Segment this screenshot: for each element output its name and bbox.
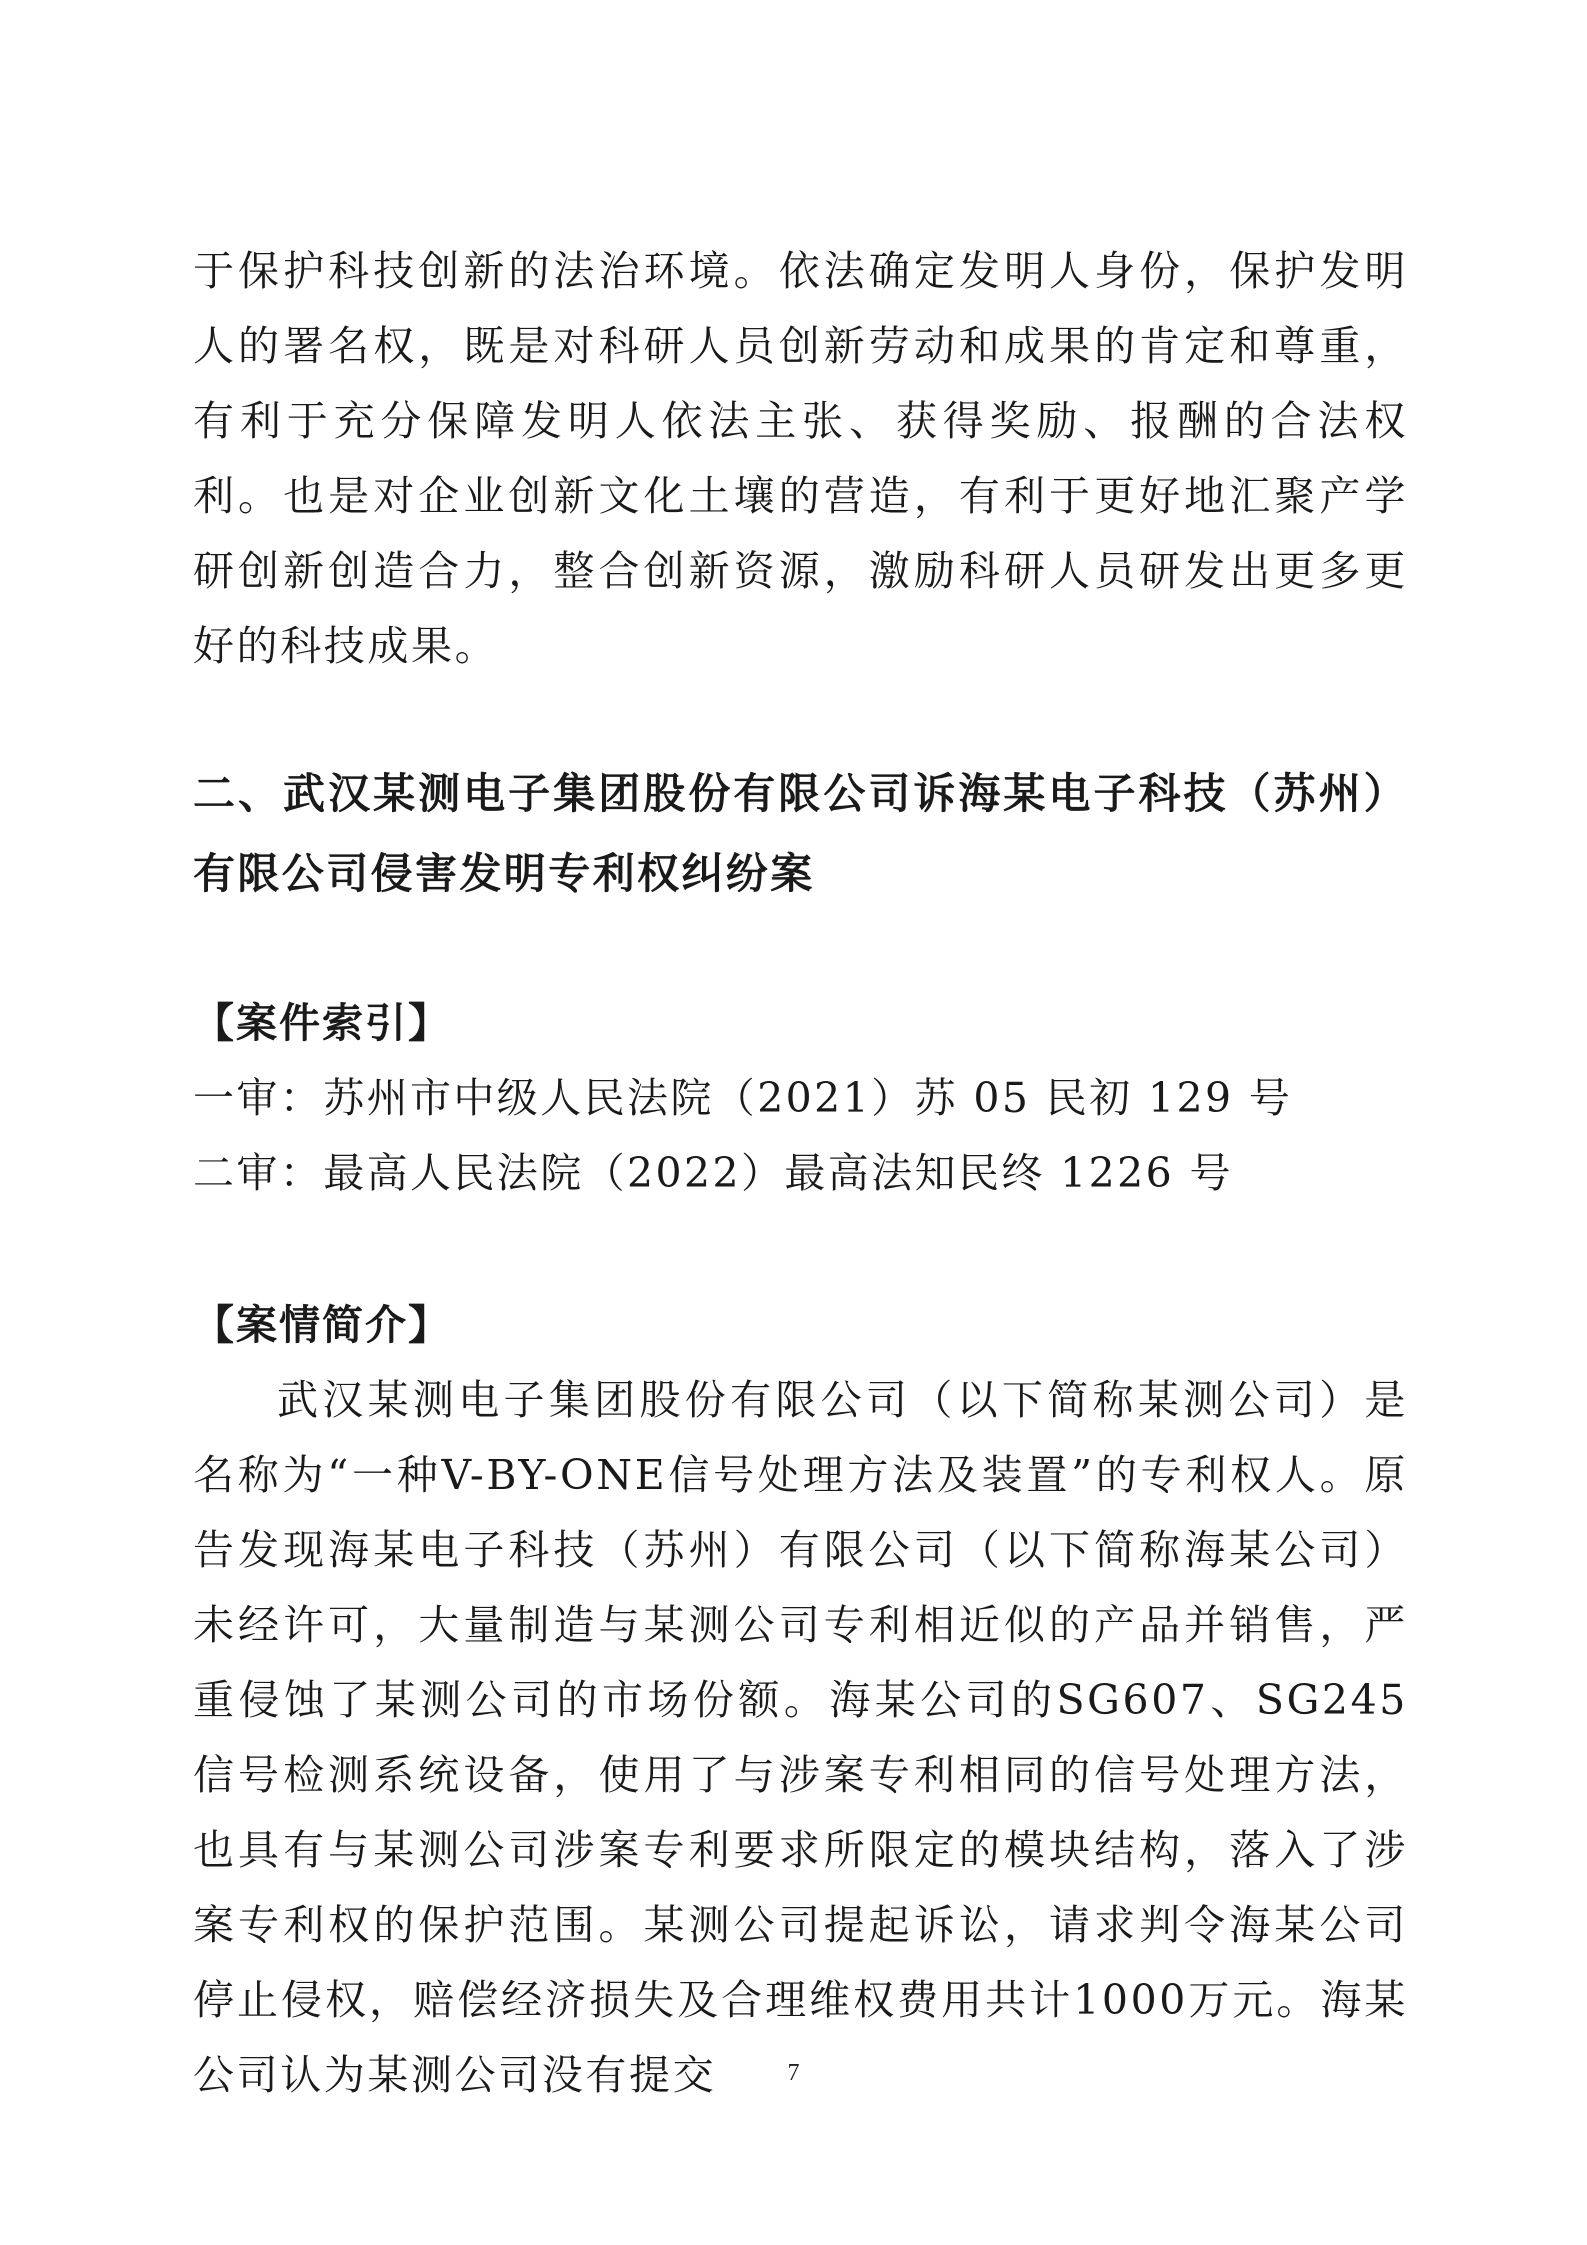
- page-number: 7: [787, 2060, 800, 2086]
- second-instance-line: 二审：最高人民法院（2022）最高法知民终 1226 号: [193, 1149, 1233, 1197]
- case-summary-paragraph: 武汉某测电子集团股份有限公司（以下简称某测公司）是名称为“一种V-BY-ONE信号处理方法及装置”的专利权人。原告发现海某电子科技（苏州）有限公司（以下简称海某公司）未经许可，大量制造与某测公司专利相近似的产品并销售，严重侵蚀了某测公司的市场份额。海某公司的SG607、SG245信号检测系统设备，使用了与涉案专利相同的信号处理方法，也具有与某测公司涉案专利要求所限定的模块结构，落入了涉案专利权的保护范围。某测公司提起诉讼，请求判令海某公司停止侵权，赔偿经济损失及合理维权费用共计1000万元。海某公司认为某测公司没有提交: [193, 1376, 1408, 2099]
- case-index-label: 【案件索引】: [193, 999, 451, 1047]
- case-summary-label: 【案情简介】: [193, 1301, 451, 1349]
- case-heading: 二、武汉某测电子集团股份有限公司诉海某电子科技（苏州）有限公司侵害发明专利权纠纷案: [193, 769, 1408, 898]
- case-index-section: [193, 986, 1408, 1211]
- case-summary-section: [193, 1288, 1408, 2113]
- first-instance-line: 一审：苏州市中级人民法院（2021）苏 05 民初 129 号: [193, 1074, 1293, 1122]
- intro-section: [193, 234, 1408, 684]
- case-heading-section: [193, 754, 1408, 914]
- intro-paragraph: 于保护科技创新的法治环境。依法确定发明人身份，保护发明人的署名权，既是对科研人员创新劳动和成果的肯定和尊重，有利于充分保障发明人依法主张、获得奖励、报酬的合法权利。也是对企业创新文化土壤的营造，有利于更好地汇聚产学研创新创造合力，整合创新资源，激励科研人员研发出更多更好的科技成果。: [193, 247, 1408, 670]
